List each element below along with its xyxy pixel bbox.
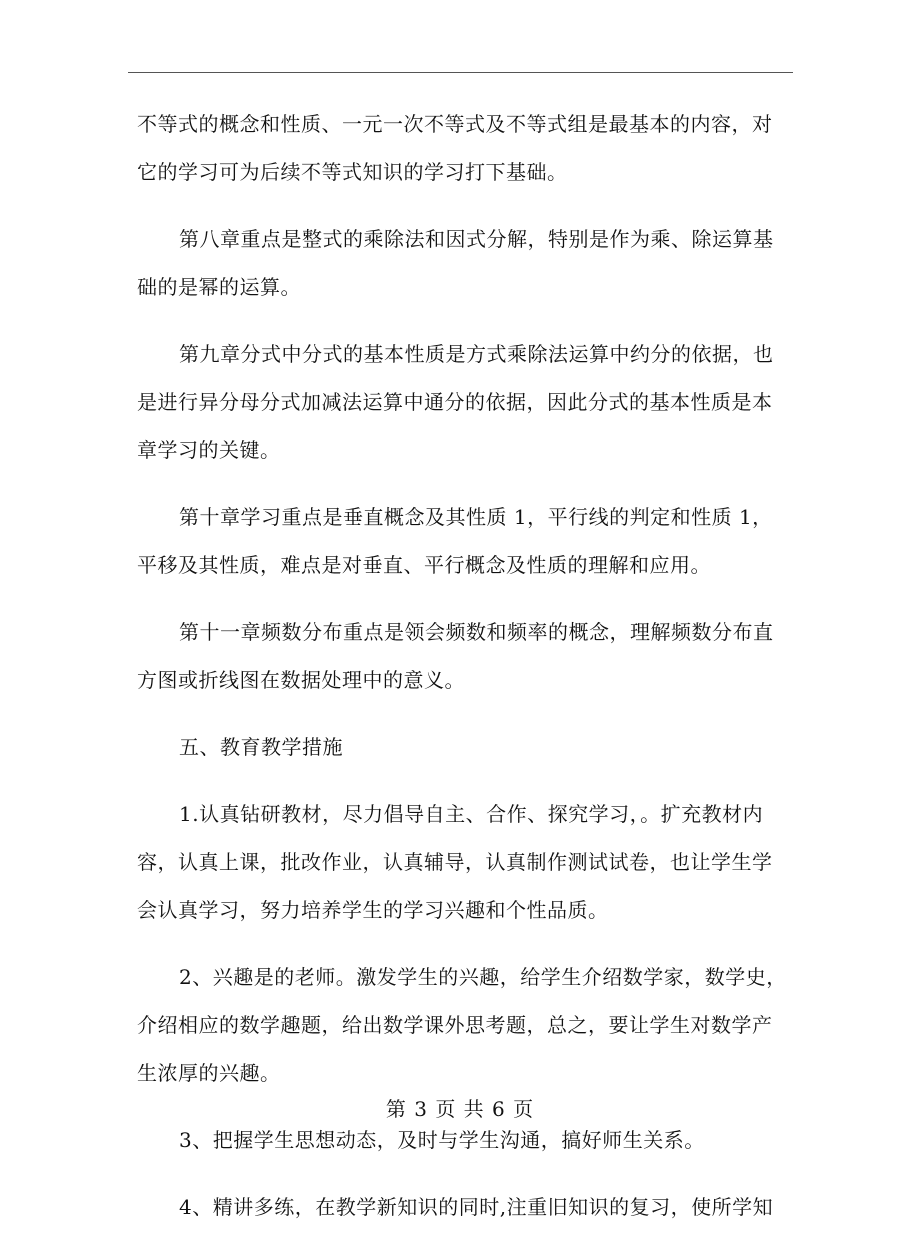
paragraph-line: 1.认真钻研教材，尽力倡导自主、合作、探究学习，。扩充教材内 bbox=[179, 802, 764, 826]
paragraph-line: 生浓厚的兴趣。 bbox=[137, 1061, 281, 1085]
paragraph-measure-4 bbox=[137, 1183, 797, 1231]
paragraph-measure-1 bbox=[137, 790, 797, 934]
paragraph-chapter-8 bbox=[137, 215, 797, 311]
paragraph-line: 方图或折线图在数据处理中的意义。 bbox=[137, 668, 465, 692]
paragraph-line: 第九章分式中分式的基本性质是方式乘除法运算中约分的依据，也 bbox=[179, 342, 774, 366]
paragraph-line: 第十章学习重点是垂直概念及其性质 1，平行线的判定和性质 1， bbox=[179, 505, 773, 529]
page-number-footer: 第 3 页 共 6 页 bbox=[385, 1097, 535, 1121]
paragraph-line: 会认真学习，努力培养学生的学习兴趣和个性品质。 bbox=[137, 898, 609, 922]
paragraph-line: 容，认真上课，批改作业，认真辅导，认真制作测试试卷，也让学生学 bbox=[137, 850, 773, 874]
paragraph-line: 第十一章频数分布重点是领会频数和频率的概念，理解频数分布直 bbox=[179, 620, 774, 644]
paragraph-measure-2 bbox=[137, 953, 797, 1097]
paragraph-chapter-9 bbox=[137, 330, 797, 474]
paragraph-line: 是进行异分母分式加减法运算中通分的依据，因此分式的基本性质是本 bbox=[137, 390, 773, 414]
paragraph-line: 第八章重点是整式的乘除法和因式分解，特别是作为乘、除运算基 bbox=[179, 227, 774, 251]
paragraph-line: 平移及其性质，难点是对垂直、平行概念及性质的理解和应用。 bbox=[137, 553, 711, 577]
paragraph-line: 它的学习可为后续不等式知识的学习打下基础。 bbox=[137, 160, 568, 184]
paragraph-measure-3 bbox=[137, 1116, 797, 1164]
document-body bbox=[137, 100, 797, 1250]
paragraph-line: 础的是幂的运算。 bbox=[137, 275, 301, 299]
paragraph-chapter-10 bbox=[137, 493, 797, 589]
paragraph-chapter-11 bbox=[137, 608, 797, 704]
section-heading-measures bbox=[137, 723, 797, 771]
paragraph-line: 章学习的关键。 bbox=[137, 438, 281, 462]
paragraph-inequality-basics bbox=[137, 100, 797, 196]
paragraph-line: 2、兴趣是的老师。激发学生的兴趣，给学生介绍数学家，数学史， bbox=[179, 965, 787, 989]
paragraph-line: 4、精讲多练，在教学新知识的同时,注重旧知识的复习，使所学知 bbox=[179, 1195, 774, 1219]
paragraph-line: 不等式的概念和性质、一元一次不等式及不等式组是最基本的内容，对 bbox=[137, 112, 773, 136]
section-heading-text: 五、教育教学措施 bbox=[179, 735, 343, 759]
header-rule bbox=[128, 72, 793, 73]
paragraph-line: 介绍相应的数学趣题，给出数学课外思考题，总之，要让学生对数学产 bbox=[137, 1013, 773, 1037]
paragraph-line: 3、把握学生思想动态，及时与学生沟通，搞好师生关系。 bbox=[179, 1128, 705, 1152]
